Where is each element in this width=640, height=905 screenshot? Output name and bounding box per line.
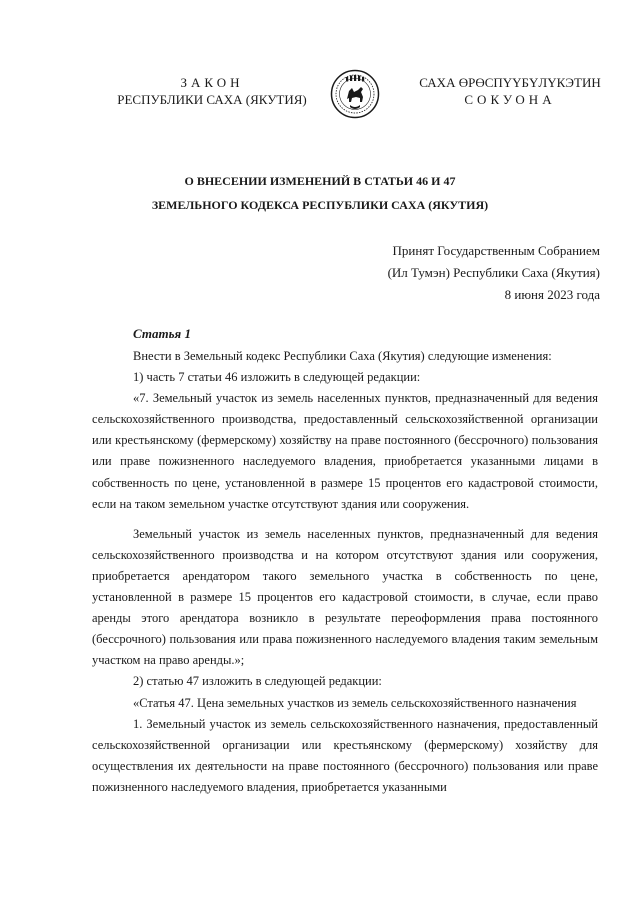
paragraph: 2) статью 47 изложить в следующей редакции: (133, 674, 382, 689)
paragraph: Внести в Земельный кодекс Республики Саха (Якутия) следующие изменения: (133, 349, 552, 363)
paragraph: «7. Земельный участок из земель населенных пунктов, предназначенный для ведения сельскохозяйственного производства, предоставленный сельскохозяйственной организации или крестьянскому (фермерскому) хозяйству на праве постоянного (бессрочного) пользования или праве пожизненного наследуемого владения, приобретается указанными лицами в собственность по цене, установленной в размере 15 процентов его кадастровой стоимости, если на таком земельном участке отсутствуют здания или сооружения. (92, 391, 598, 511)
adoption-line-2: (Ил Тумэн) Республики Саха (Якутия) (387, 265, 600, 280)
paragraph: «Статья 47. Цена земельных участков из земель сельскохозяйственного назначения (133, 695, 577, 710)
paragraph: 1. Земельный участок из земель сельскохозяйственного назначения, предоставленный сельскохозяйственной организации или крестьянскому (фермерскому) хозяйству для осуществления их деятельности на праве постоянного (бессрочного) пользования или праве пожизненного наследуемого владения, приобретается указанными (92, 716, 598, 794)
document-title-line-2: ЗЕМЕЛЬНОГО КОДЕКСА РЕСПУБЛИКИ САХА (ЯКУТИЯ) (151, 198, 489, 212)
law-header-republic-yakut: САХА ӨРӨСПҮҮБҮЛҮКЭТИН (419, 75, 601, 90)
law-header-title: ЗАКОН (180, 75, 244, 90)
coat-of-arms-icon (330, 69, 380, 119)
paragraph: 1) часть 7 статьи 46 изложить в следующей редакции: (133, 370, 421, 385)
adoption-block (300, 240, 600, 306)
law-header-republic: РЕСПУБЛИКИ САХА (ЯКУТИЯ) (117, 92, 307, 107)
adoption-line-1: Принят Государственным Собранием (392, 243, 600, 258)
law-header-title-yakut: СОКУОНА (464, 92, 556, 107)
article-body (92, 346, 598, 798)
document-title-line-1: О ВНЕСЕНИИ ИЗМЕНЕНИЙ В СТАТЬИ 46 И 47 (184, 174, 456, 188)
law-header-yakut (410, 74, 610, 108)
adoption-date: 8 июня 2023 года (504, 287, 600, 302)
law-header-russian (112, 74, 312, 108)
article-heading: Статья 1 (133, 326, 191, 341)
paragraph: Земельный участок из земель населенных пунктов, предназначенный для ведения сельскохозяйственного производства и на котором отсутствуют здания или сооружения, приобретается арендатором такого земельного участка в собственность по цене, установленной в размере 15 процентов его кадастровой стоимости, в случае, если право аренды этого арендатора возникло в результате переоформления права постоянного (бессрочного) пользования или права пожизненного наследуемого владения таким земельным участком на право аренды.»; (92, 526, 598, 668)
